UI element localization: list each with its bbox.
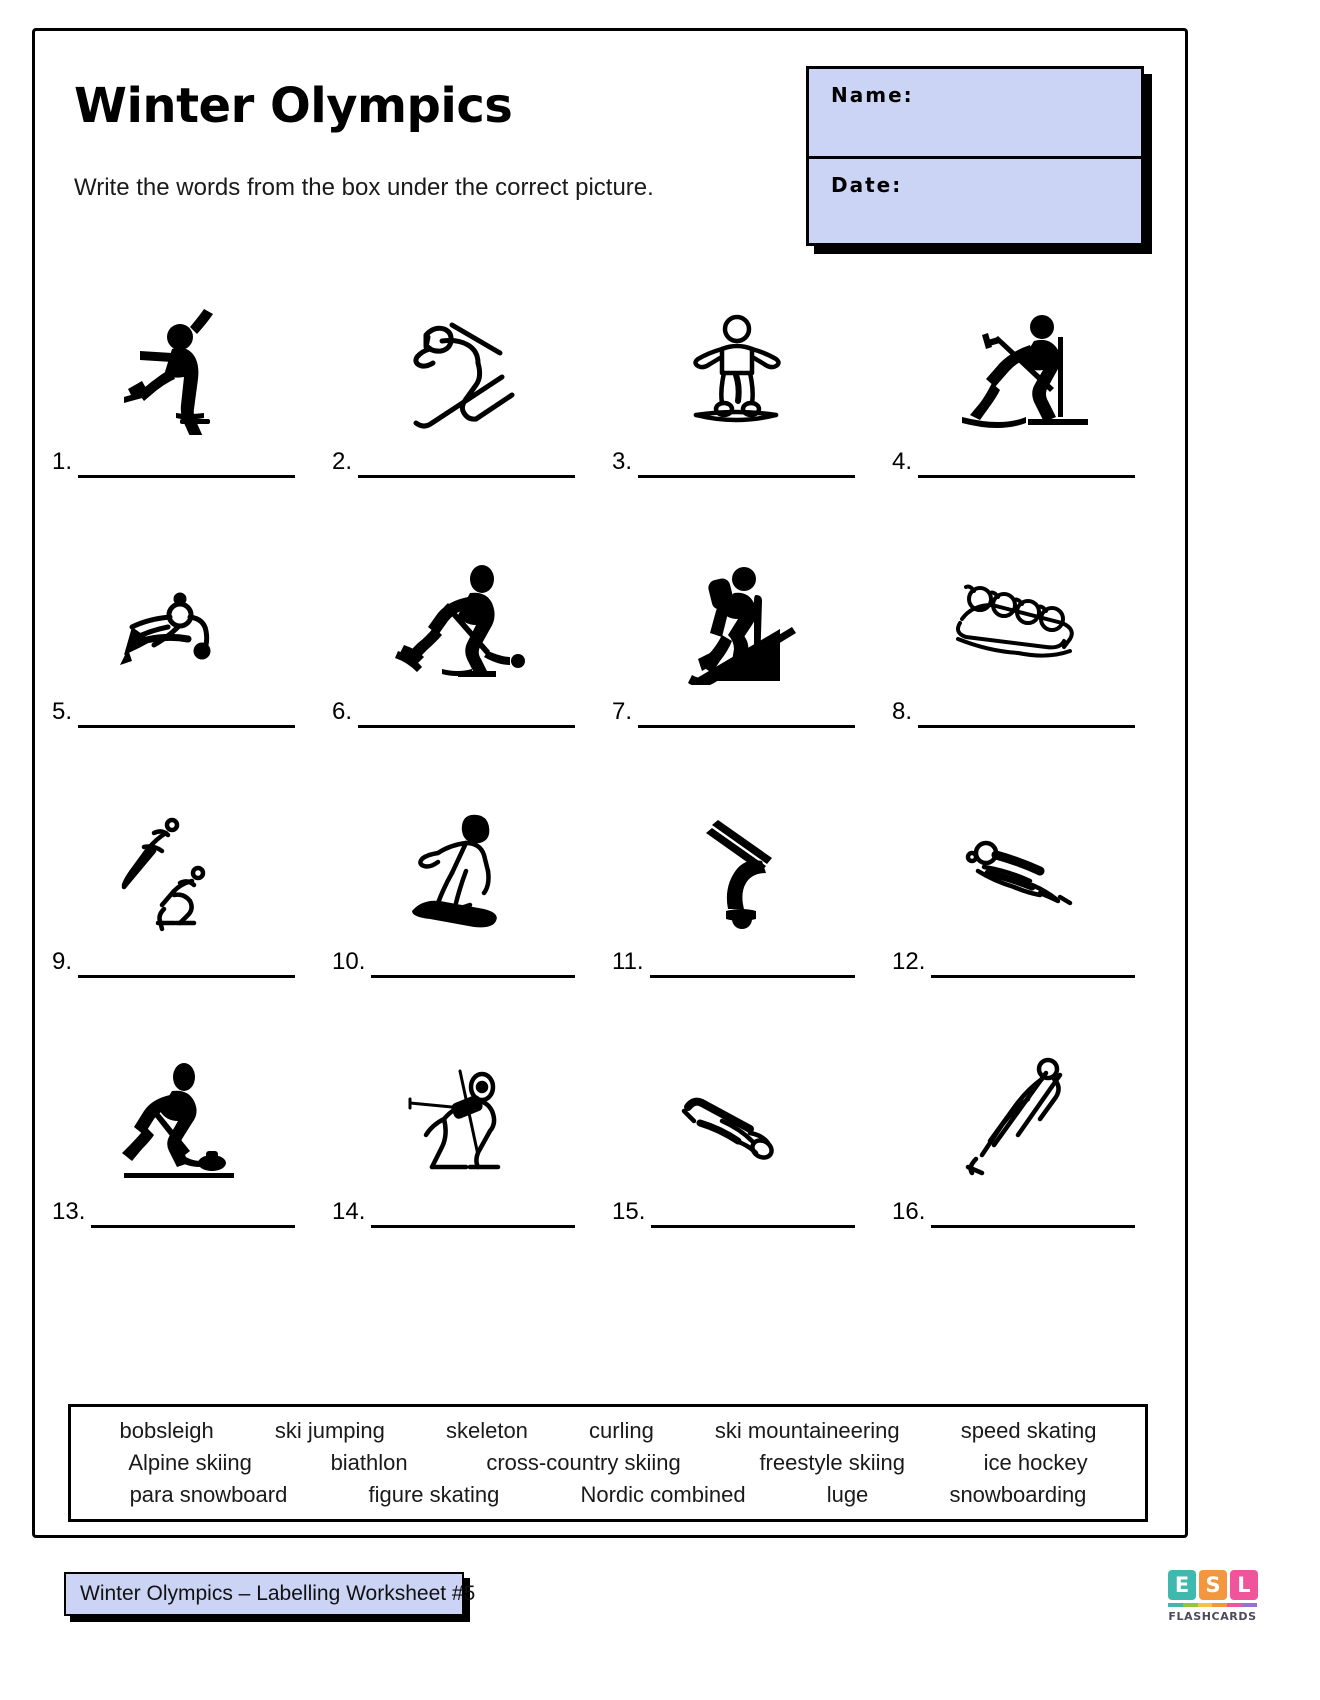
date-row[interactable] (809, 156, 1141, 243)
snowboarding-icon (332, 800, 582, 940)
grid-row (52, 1050, 1172, 1300)
answer-slot[interactable] (612, 950, 855, 978)
answer-line[interactable] (371, 1202, 575, 1228)
answer-line[interactable] (371, 952, 575, 978)
word-bank-item[interactable]: curling (589, 1418, 654, 1443)
word-bank-item[interactable]: freestyle skiing (759, 1450, 905, 1475)
bobsleigh-icon (892, 550, 1142, 690)
answer-slot[interactable] (892, 450, 1135, 478)
item-cell-5 (52, 550, 332, 800)
logo-tiles (1168, 1570, 1260, 1600)
item-cell-8 (892, 550, 1172, 800)
item-cell-11 (612, 800, 892, 1050)
word-bank-row (89, 1450, 1127, 1476)
answer-line[interactable] (358, 702, 575, 728)
word-bank-row (89, 1482, 1127, 1508)
word-bank-item[interactable]: snowboarding (949, 1482, 1087, 1507)
answer-slot[interactable] (612, 450, 855, 478)
item-number: 3. (612, 448, 633, 475)
item-number: 15. (612, 1198, 646, 1225)
item-number: 1. (52, 448, 73, 475)
item-number: 2. (332, 448, 353, 475)
ice-hockey-icon (332, 550, 582, 690)
word-bank-item[interactable]: skeleton (445, 1418, 528, 1443)
answer-slot[interactable] (332, 950, 575, 978)
item-number: 6. (332, 698, 353, 725)
item-cell-16 (892, 1050, 1172, 1300)
name-date-box (806, 66, 1144, 246)
answer-slot[interactable] (892, 700, 1135, 728)
logo-tile-l: L (1230, 1570, 1258, 1600)
cross-country-skiing-icon (892, 300, 1142, 440)
item-number: 5. (52, 698, 73, 725)
freestyle-skiing-icon (612, 800, 862, 940)
answer-line[interactable] (78, 452, 295, 478)
item-number: 8. (892, 698, 913, 725)
logo-rainbow-stripe (1168, 1603, 1257, 1607)
item-cell-3 (612, 300, 892, 550)
answer-line[interactable] (918, 702, 1135, 728)
answer-slot[interactable] (52, 1200, 295, 1228)
word-bank-row (89, 1418, 1127, 1444)
logo-tile-e: E (1168, 1570, 1196, 1600)
item-number: 14. (332, 1198, 366, 1225)
answer-slot[interactable] (332, 450, 575, 478)
answer-line[interactable] (358, 452, 575, 478)
logo-tile-s: S (1199, 1570, 1227, 1600)
answer-line[interactable] (91, 1202, 295, 1228)
word-bank-item[interactable]: speed skating (960, 1418, 1097, 1443)
item-number: 11. (612, 948, 644, 975)
esl-flashcards-logo (1168, 1570, 1260, 1623)
curling-icon (52, 1050, 302, 1190)
answer-line[interactable] (78, 702, 295, 728)
item-number: 10. (332, 948, 366, 975)
item-number: 12. (892, 948, 926, 975)
answer-line[interactable] (638, 452, 855, 478)
answer-slot[interactable] (332, 700, 575, 728)
word-bank-item[interactable]: luge (826, 1482, 869, 1507)
word-bank-item[interactable]: Nordic combined (580, 1482, 746, 1507)
word-bank-item[interactable]: para snowboard (129, 1482, 288, 1507)
grid-row (52, 550, 1172, 800)
item-cell-10 (332, 800, 612, 1050)
instructions-text: Write the words from the box under the correct picture. (74, 174, 654, 201)
ski-jumping-icon (892, 1050, 1142, 1190)
word-bank-item[interactable]: figure skating (368, 1482, 500, 1507)
item-number: 16. (892, 1198, 926, 1225)
picture-grid (52, 300, 1172, 1300)
biathlon-icon (332, 1050, 582, 1190)
item-cell-1 (52, 300, 332, 550)
item-cell-7 (612, 550, 892, 800)
word-bank-item[interactable]: ski mountaineering (714, 1418, 900, 1443)
footer-tag-label: Winter Olympics – Labelling Worksheet #5 (80, 1582, 476, 1605)
logo-wordmark: FLASHCARDS (1168, 1610, 1257, 1623)
answer-line[interactable] (638, 702, 855, 728)
word-bank-item[interactable]: ski jumping (274, 1418, 385, 1443)
item-number: 7. (612, 698, 633, 725)
nordic-combined-icon (52, 800, 302, 940)
name-label: Name: (831, 83, 914, 107)
word-bank-item[interactable]: bobsleigh (119, 1418, 214, 1443)
answer-slot[interactable] (612, 700, 855, 728)
answer-slot[interactable] (612, 1200, 855, 1228)
item-cell-9 (52, 800, 332, 1050)
answer-slot[interactable] (52, 700, 295, 728)
item-number: 4. (892, 448, 913, 475)
item-cell-13 (52, 1050, 332, 1300)
word-bank-item[interactable]: Alpine skiing (128, 1450, 252, 1475)
item-cell-2 (332, 300, 612, 550)
grid-row (52, 800, 1172, 1050)
footer-tag (64, 1572, 476, 1616)
date-label: Date: (831, 173, 903, 197)
name-row[interactable] (809, 69, 1141, 156)
answer-line[interactable] (931, 952, 1135, 978)
speed-skating-icon (612, 1050, 862, 1190)
item-cell-12 (892, 800, 1172, 1050)
figure-skating-icon (52, 300, 302, 440)
page-title: Winter Olympics (74, 78, 513, 134)
item-number: 13. (52, 1198, 86, 1225)
item-cell-4 (892, 300, 1172, 550)
answer-line[interactable] (931, 1202, 1135, 1228)
ski-mountaineering-icon (612, 550, 862, 690)
word-bank (68, 1404, 1148, 1522)
grid-row (52, 300, 1172, 550)
item-cell-6 (332, 550, 612, 800)
item-cell-15 (612, 1050, 892, 1300)
answer-slot[interactable] (52, 450, 295, 478)
word-bank-item[interactable]: ice hockey (983, 1450, 1088, 1475)
luge-icon (892, 800, 1142, 940)
answer-line[interactable] (918, 452, 1135, 478)
answer-slot[interactable] (892, 1200, 1135, 1228)
answer-line[interactable] (651, 1202, 855, 1228)
skeleton-icon (52, 550, 302, 690)
answer-slot[interactable] (52, 950, 295, 978)
alpine-skiing-icon (332, 300, 582, 440)
item-cell-14 (332, 1050, 612, 1300)
word-bank-item[interactable]: biathlon (330, 1450, 408, 1475)
para-snowboard-icon (612, 300, 862, 440)
answer-slot[interactable] (332, 1200, 575, 1228)
answer-line[interactable] (650, 952, 855, 978)
answer-line[interactable] (78, 952, 295, 978)
word-bank-item[interactable]: cross-country skiing (486, 1450, 681, 1475)
answer-slot[interactable] (892, 950, 1135, 978)
item-number: 9. (52, 948, 73, 975)
